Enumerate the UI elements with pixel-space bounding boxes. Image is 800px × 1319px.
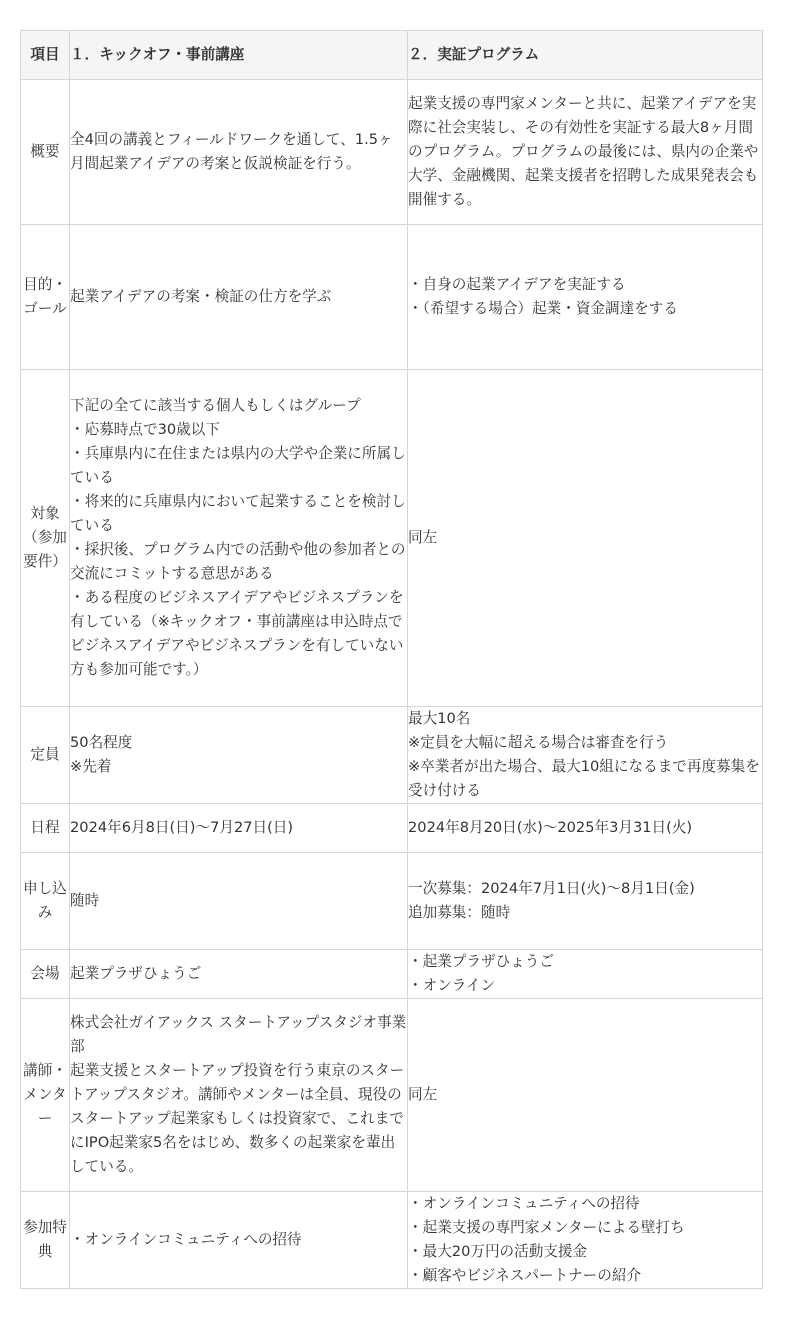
table-row xyxy=(21,707,763,804)
row-eligibility-kickoff: 下記の全てに該当する個人もしくはグループ ・応募時点で30歳以下 ・兵庫県内に在住または県内の大学や企業に所属している ・将来的に兵庫県内において起業することを検討している ・採択後、プログラム内での活動や他の参加者との交流にコミットする意思がある ・ある程度のビジネスアイデアやビジネスプランを有している（※キックオフ・事前講座は申込時点でビジネスアイデアやビジネスプランを有していない方も参加可能です。） xyxy=(70,370,408,707)
header-item: 項目 xyxy=(21,31,70,80)
row-mentor-kickoff: 株式会社ガイアックス スタートアップスタジオ事業部 起業支援とスタートアップ投資を行う東京のスタートアップスタジオ。講師やメンターは全員、現役のスタートアップ起業家もしくは投資家で、これまでにIPO起業家5名をはじめ、数多くの起業家を輩出している。 xyxy=(70,999,408,1192)
row-benefits-program: ・オンラインコミュニティへの招待 ・起業支援の専門家メンターによる壁打ち ・最大20万円の活動支援金 ・顧客やビジネスパートナーの紹介 xyxy=(408,1192,763,1289)
row-application-program: 一次募集：2024年7月1日(火)〜8月1日(金) 追加募集：随時 xyxy=(408,853,763,950)
row-capacity-program: 最大10名 ※定員を大幅に超える場合は審査を行う ※卒業者が出た場合、最大10組になるまで再度募集を受け付ける xyxy=(408,707,763,804)
row-eligibility-program: 同左 xyxy=(408,370,763,707)
table-row xyxy=(21,1192,763,1289)
row-schedule-kickoff: 2024年6月8日(日)〜7月27日(日) xyxy=(70,804,408,853)
row-capacity-kickoff: 50名程度 ※先着 xyxy=(70,707,408,804)
row-key-eligibility: 対象（参加要件） xyxy=(21,370,70,707)
row-benefits-kickoff: ・オンラインコミュニティへの招待 xyxy=(70,1192,408,1289)
table-row xyxy=(21,225,763,370)
row-venue-program: ・起業プラザひょうご ・オンライン xyxy=(408,950,763,999)
table-header-row xyxy=(21,31,763,80)
row-key-benefits: 参加特典 xyxy=(21,1192,70,1289)
table-row xyxy=(21,950,763,999)
table-row xyxy=(21,80,763,225)
row-goal-program: ・自身の起業アイデアを実証する ・（希望する場合）起業・資金調達をする xyxy=(408,225,763,370)
row-application-kickoff: 随時 xyxy=(70,853,408,950)
row-overview-kickoff: 全4回の講義とフィールドワークを通して、1.5ヶ月間起業アイデアの考案と仮説検証を行う。 xyxy=(70,80,408,225)
table-row xyxy=(21,853,763,950)
table-row xyxy=(21,999,763,1192)
header-demo-program: ２．実証プログラム xyxy=(408,31,763,80)
row-key-schedule: 日程 xyxy=(21,804,70,853)
program-comparison-table xyxy=(20,30,763,1289)
row-overview-program: 起業支援の専門家メンターと共に、起業アイデアを実際に社会実装し、その有効性を実証する最大8ヶ月間のプログラム。プログラムの最後には、県内の企業や大学、金融機関、起業支援者を招聘した成果発表会も開催する。 xyxy=(408,80,763,225)
row-key-goal: 目的・ゴール xyxy=(21,225,70,370)
row-goal-kickoff: 起業アイデアの考案・検証の仕方を学ぶ xyxy=(70,225,408,370)
table-row xyxy=(21,370,763,707)
row-key-overview: 概要 xyxy=(21,80,70,225)
row-schedule-program: 2024年8月20日(水)〜2025年3月31日(火) xyxy=(408,804,763,853)
row-key-venue: 会場 xyxy=(21,950,70,999)
row-mentor-program: 同左 xyxy=(408,999,763,1192)
row-key-application: 申し込み xyxy=(21,853,70,950)
header-kickoff: １．キックオフ・事前講座 xyxy=(70,31,408,80)
row-key-capacity: 定員 xyxy=(21,707,70,804)
table-row xyxy=(21,804,763,853)
row-key-mentor: 講師・メンター xyxy=(21,999,70,1192)
row-venue-kickoff: 起業プラザひょうご xyxy=(70,950,408,999)
